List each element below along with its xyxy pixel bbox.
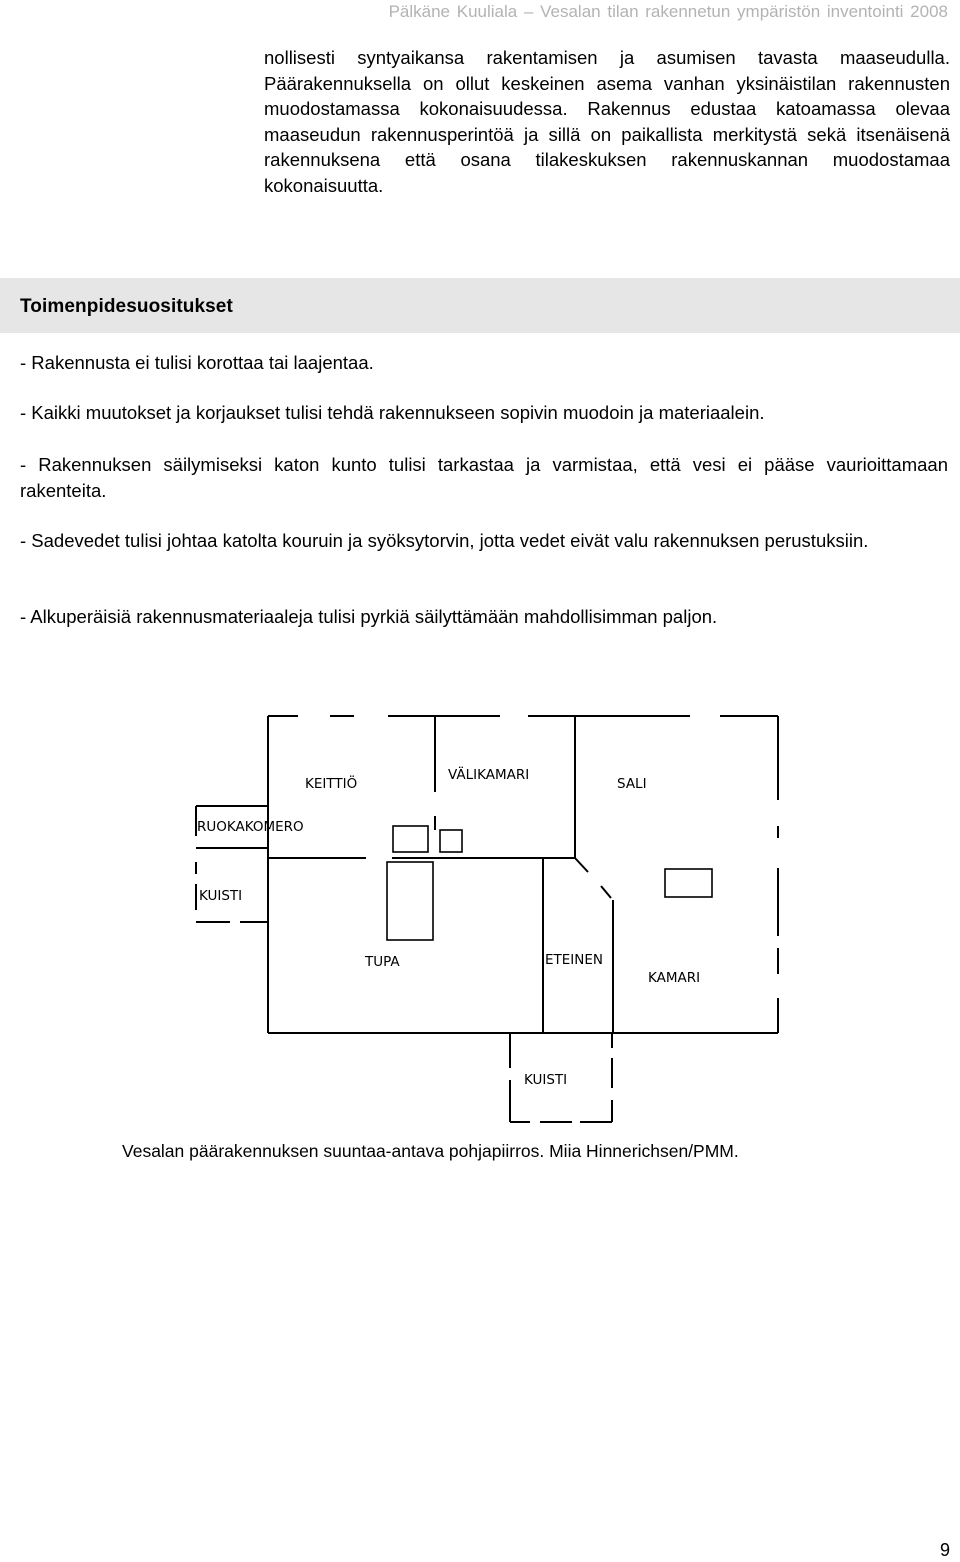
- room-label-valikamari: VÄLIKAMARI: [448, 767, 530, 783]
- floor-plan-drawing: [185, 705, 790, 1130]
- room-label-eteinen: ETEINEN: [545, 952, 604, 968]
- outer-walls: [268, 716, 778, 1033]
- interior-walls: [268, 716, 613, 1033]
- figure-caption: Vesalan päärakennuksen suuntaa-antava pohjapiirros. Miia Hinnerichsen/PMM.: [122, 1141, 739, 1161]
- room-label-keittio: KEITTIÖ: [305, 776, 358, 792]
- recommendation-item: - Rakennusta ei tulisi korottaa tai laajentaa.: [20, 352, 374, 373]
- stoves: [387, 826, 712, 940]
- running-header: Pälkäne Kuuliala – Vesalan tilan rakennetun ympäristön inventointi 2008: [388, 2, 948, 21]
- page-number: 9: [939, 1540, 950, 1560]
- intro-paragraph: nollisesti syntyaikansa rakentamisen ja asumisen tavasta maaseudulla. Päärakennuksella on ollut keskeinen asema vanhan yksinäistilan rakennusten muodostamassa kokonaisuudessa. Rakennus edustaa katoamassa olevaa maaseudun rakennusperintöä ja sillä on paikallista merkitystä sekä itsenäisenä rakennuksena että osana tilakeskuksen rakennuskannan muodostamaa kokonaisuutta.: [264, 47, 950, 196]
- room-label-kuisti: KUISTI: [199, 888, 243, 904]
- room-label-ruokakomero: RUOKAKOMERO: [197, 819, 304, 835]
- section-title: Toimenpidesuositukset: [20, 296, 233, 317]
- room-label-tupa: TUPA: [365, 954, 400, 970]
- recommendation-item: - Sadevedet tulisi johtaa katolta kouruin ja syöksytorvin, jotta vedet eivät valu rakennuksen perustuksiin.: [20, 530, 869, 551]
- recommendation-item: - Rakennuksen säilymiseksi katon kunto tulisi tarkastaa ja varmistaa, että vesi ei pääse vaurioittamaan rakenteita.: [20, 454, 948, 501]
- room-label-kuisti: KUISTI: [524, 1072, 568, 1088]
- room-label-kamari: KAMARI: [648, 970, 701, 986]
- recommendation-item: - Alkuperäisiä rakennusmateriaaleja tulisi pyrkiä säilyttämään mahdollisimman paljon.: [20, 606, 718, 627]
- recommendation-item: - Kaikki muutokset ja korjaukset tulisi tehdä rakennukseen sopivin muodoin ja materiaalein.: [20, 402, 765, 423]
- room-label-sali: SALI: [617, 776, 647, 792]
